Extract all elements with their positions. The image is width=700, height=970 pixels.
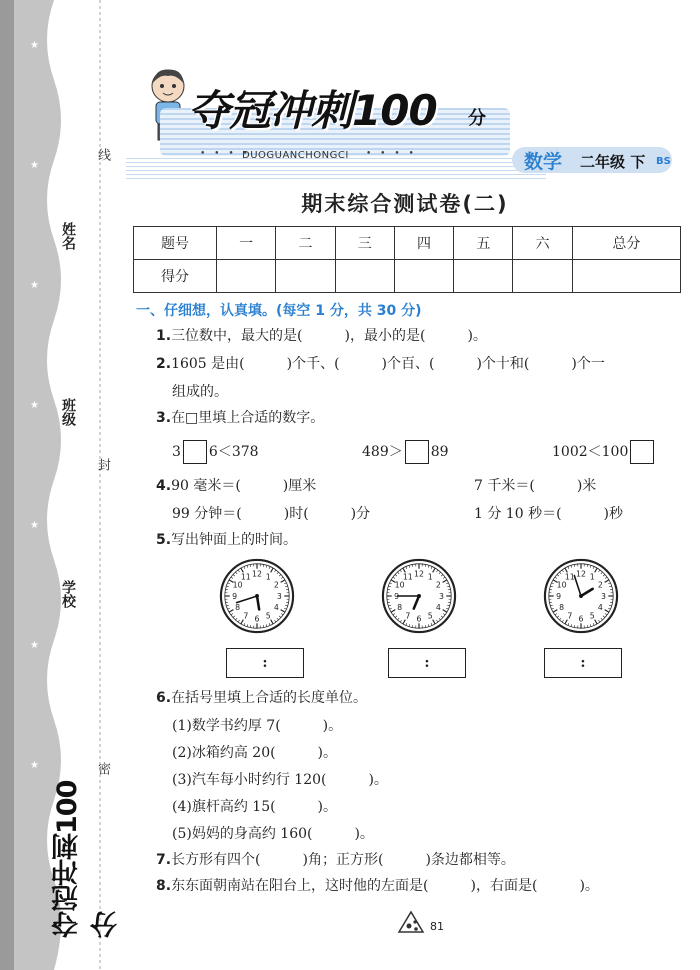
- clock-numeral: 8: [397, 603, 403, 613]
- table-row: [134, 260, 681, 293]
- unit-item: (4)旗杆高约 15( )。: [172, 799, 338, 815]
- star-icon: ★: [30, 40, 39, 51]
- expr-part: 489＞: [362, 444, 403, 460]
- question-6: [156, 688, 367, 708]
- clock-numeral: 3: [276, 591, 282, 601]
- star-icon: ★: [30, 760, 39, 771]
- question-text: 在□里填上合适的数字。: [171, 410, 325, 426]
- question-number: 5.: [156, 532, 172, 548]
- table-cell: 题号: [134, 227, 217, 260]
- cut-line-word: 线: [95, 148, 110, 161]
- clock-numeral: 5: [589, 611, 595, 621]
- brand-title: 夺冠冲刺100: [188, 86, 437, 135]
- unit-item: (3)汽车每小时约行 120( )。: [172, 772, 388, 788]
- clock-numeral: 12: [576, 569, 586, 579]
- clock-numeral: 10: [394, 580, 405, 590]
- secret-line-word: 密: [95, 762, 110, 775]
- clock-numeral: 7: [243, 611, 249, 621]
- clock-numeral: 4: [435, 603, 441, 613]
- expr-part: 3: [172, 444, 181, 460]
- question-1: [156, 326, 487, 346]
- unit-item: (1)数学书约厚 7( )。: [172, 718, 343, 734]
- grade: 二年级 下: [580, 153, 646, 171]
- clock-numeral: 12: [414, 569, 424, 579]
- score-input-cell[interactable]: [335, 260, 394, 293]
- question-8: [156, 876, 599, 896]
- question-7: [156, 850, 515, 870]
- time-answer-box[interactable]: :: [544, 648, 622, 678]
- time-answer-box[interactable]: :: [388, 648, 466, 678]
- question-3b: [362, 440, 449, 464]
- clock-numeral: 11: [240, 572, 251, 582]
- table-cell: 一: [217, 227, 276, 260]
- score-input-cell[interactable]: [513, 260, 572, 293]
- digit-box[interactable]: [630, 440, 654, 464]
- clock-center: [255, 594, 259, 598]
- question-3a: [172, 440, 259, 464]
- clock-numeral: 4: [273, 603, 279, 613]
- clock-numeral: 9: [232, 591, 238, 601]
- clock-numeral: 11: [564, 572, 575, 582]
- clock-numeral: 3: [600, 591, 606, 601]
- page-number: 81: [430, 920, 444, 933]
- table-cell: 五: [454, 227, 513, 260]
- clock-center: [417, 594, 421, 598]
- expr-part: 89: [430, 444, 449, 460]
- score-input-cell[interactable]: [276, 260, 335, 293]
- brand-suffix: 分: [468, 108, 486, 129]
- clock-numeral: 7: [567, 611, 573, 621]
- class-label: 班级: [60, 398, 76, 426]
- clock-numeral: 6: [254, 614, 260, 624]
- score-table: [133, 226, 681, 293]
- question-text: 长方形有四个( )角；正方形( )条边都相等。: [171, 852, 515, 868]
- question-4b: 7 千米＝( )米: [474, 478, 597, 494]
- clock-center: [579, 594, 583, 598]
- clock-numeral: 9: [394, 591, 400, 601]
- clock-numeral: 2: [435, 580, 441, 590]
- star-icon: ★: [30, 640, 39, 651]
- time-answer-box[interactable]: :: [226, 648, 304, 678]
- header-lines: [126, 158, 546, 180]
- clock-numeral: 7: [405, 611, 411, 621]
- clock-numeral: 2: [597, 580, 603, 590]
- table-cell: 得分: [134, 260, 217, 293]
- star-icon: ★: [30, 160, 39, 171]
- side-logo-text: 夺冠冲刺100分: [52, 780, 122, 938]
- conversion: 90 毫米＝( )厘米: [171, 478, 317, 494]
- question-5: [156, 530, 297, 550]
- dots-decoration: • • • •: [200, 149, 251, 159]
- digit-box[interactable]: [405, 440, 429, 464]
- question-text: 东东面朝南站在阳台上，这时他的左面是( )，右面是( )。: [171, 878, 599, 894]
- table-cell: 二: [276, 227, 335, 260]
- clock-numeral: 6: [416, 614, 422, 624]
- table-cell: 总分: [572, 227, 680, 260]
- clock-numeral: 12: [252, 569, 262, 579]
- page-title: 期末综合测试卷(二): [301, 192, 509, 216]
- question-2: [156, 354, 605, 374]
- question-number: 7.: [156, 852, 172, 868]
- clock-numeral: 2: [273, 580, 279, 590]
- section-heading: 一、仔细想，认真填。(每空 1 分，共 30 分): [136, 303, 422, 319]
- question-3: [156, 408, 324, 428]
- expr-part: 1002＜100: [552, 444, 629, 460]
- clock-face: [380, 557, 458, 635]
- clock-numeral: 8: [559, 603, 565, 613]
- question-2-cont: 组成的。: [172, 384, 228, 400]
- star-icon: ★: [30, 520, 39, 531]
- name-label: 姓名: [60, 222, 76, 250]
- score-input-cell[interactable]: [454, 260, 513, 293]
- table-cell: 四: [394, 227, 453, 260]
- question-text: 三位数中，最大的是( )，最小的是( )。: [171, 328, 487, 344]
- question-4a: [156, 476, 316, 496]
- score-input-cell[interactable]: [572, 260, 680, 293]
- expr-part: 6＜378: [208, 444, 259, 460]
- table-row: [134, 227, 681, 260]
- side-logo: [44, 778, 122, 938]
- clock-numeral: 11: [402, 572, 413, 582]
- dots-decoration: • • • •: [366, 149, 417, 159]
- clock-face: [542, 557, 620, 635]
- score-input-cell[interactable]: [394, 260, 453, 293]
- clock-numeral: 8: [235, 603, 241, 613]
- question-number: 2.: [156, 356, 172, 372]
- clock-numeral: 9: [556, 591, 562, 601]
- question-text: 1605 是由( )个千、( )个百、( )个十和( )个一: [171, 356, 605, 372]
- question-3c: [552, 440, 656, 464]
- question-number: 3.: [156, 410, 172, 426]
- clock-numeral: 4: [597, 603, 603, 613]
- question-number: 8.: [156, 878, 172, 894]
- question-4c: 99 分钟＝( )时( )分: [172, 506, 371, 522]
- table-cell: 三: [335, 227, 394, 260]
- cheese-icon: [396, 908, 426, 938]
- question-number: 4.: [156, 478, 172, 494]
- question-text: 写出钟面上的时间。: [171, 532, 298, 548]
- seal-line-word: 封: [95, 458, 110, 471]
- school-label: 学校: [60, 580, 76, 608]
- clock-numeral: 1: [265, 572, 271, 582]
- clock-numeral: 3: [438, 591, 444, 601]
- clock-numeral: 6: [578, 614, 584, 624]
- edition: BS: [656, 156, 671, 167]
- clock-numeral: 5: [265, 611, 271, 621]
- question-text: 在括号里填上合适的长度单位。: [171, 690, 368, 706]
- brand-pinyin: DUOGUANCHONGCI: [242, 150, 349, 161]
- unit-item: (2)冰箱约高 20( )。: [172, 745, 338, 761]
- clock-numeral: 1: [589, 572, 595, 582]
- clock-numeral: 5: [427, 611, 433, 621]
- clock-numeral: 1: [427, 572, 433, 582]
- question-number: 6.: [156, 690, 172, 706]
- binding-strip: [0, 0, 122, 970]
- clock-numeral: 10: [232, 580, 243, 590]
- digit-box[interactable]: [183, 440, 207, 464]
- question-4d: 1 分 10 秒＝( )秒: [474, 506, 623, 522]
- subject: 数学: [524, 151, 563, 173]
- star-icon: ★: [30, 400, 39, 411]
- clock-numeral: 10: [556, 580, 567, 590]
- unit-item: (5)妈妈的身高约 160( )。: [172, 826, 374, 842]
- star-icon: ★: [30, 280, 39, 291]
- score-input-cell[interactable]: [217, 260, 276, 293]
- question-number: 1.: [156, 328, 172, 344]
- clock-face: [218, 557, 296, 635]
- table-cell: 六: [513, 227, 572, 260]
